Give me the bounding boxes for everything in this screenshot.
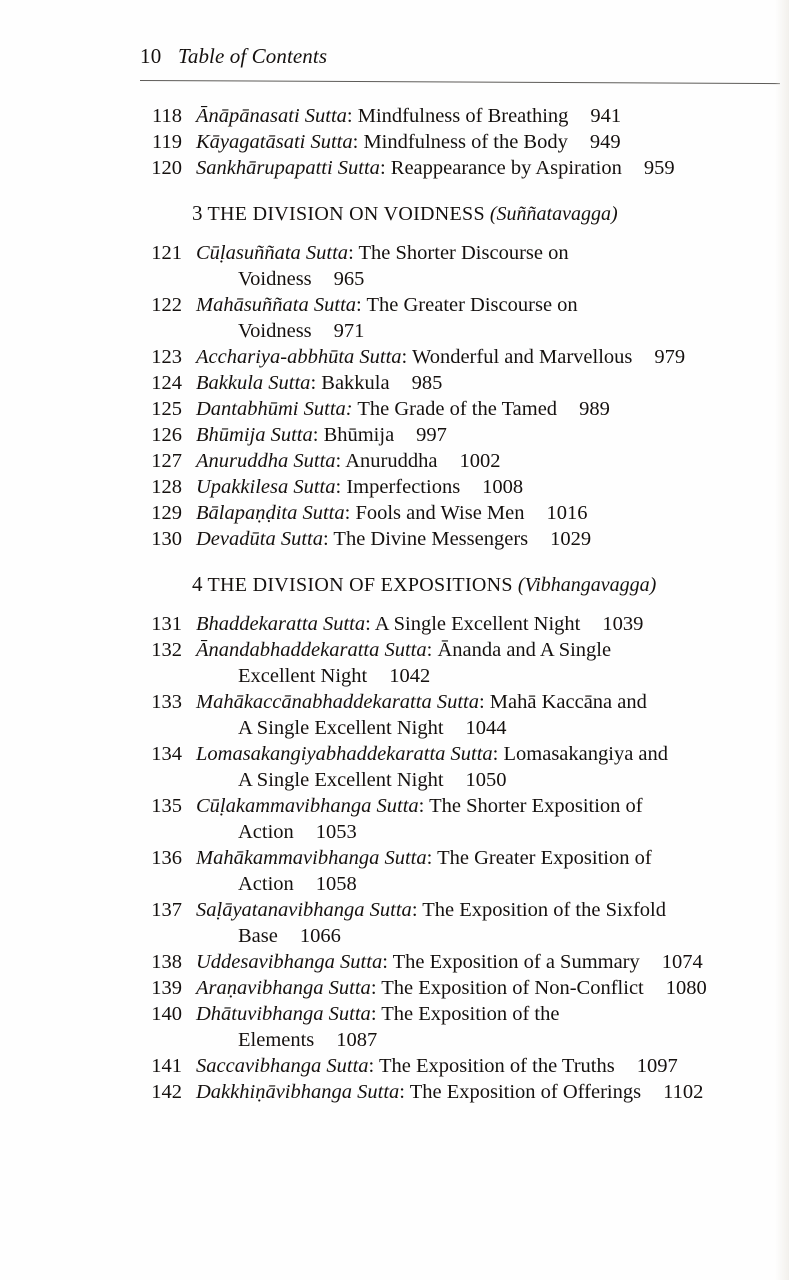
toc-entry[interactable] — [140, 949, 760, 975]
toc-entry-english-title: The Shorter Exposition of — [424, 795, 643, 817]
toc-entry-pali-title: Acchariya-abbhūta Sutta — [196, 346, 402, 368]
toc-entry-continuation-text: Action — [238, 821, 294, 843]
toc-entry-continuation — [196, 871, 760, 897]
toc-entry-pali-title: Lomasakangiyabhaddekaratta Sutta — [196, 743, 493, 765]
toc-entry-colon: : — [426, 847, 433, 869]
toc-entry-pali-title: Bālapaṇḍita Sutta — [196, 502, 345, 524]
toc-entry-pali-title: Bhaddekaratta Sutta — [196, 613, 366, 635]
toc-entry-colon: : — [401, 346, 408, 368]
toc-entry-pali-title: Mahākammavibhanga Sutta — [196, 847, 427, 869]
toc-entry-colon: : — [379, 157, 386, 179]
toc-entry-colon: : — [478, 691, 485, 713]
toc-entry-english-title: Mahā Kaccāna and — [484, 691, 647, 713]
toc-entry-number: 121 — [151, 242, 182, 264]
toc-entry-english-title: The Greater Exposition of — [432, 847, 652, 869]
toc-entry-pali-title: Kāyagatāsati Sutta — [196, 131, 353, 153]
division-heading-4 — [140, 572, 760, 597]
toc-entry-colon: : — [352, 131, 359, 153]
toc-entry[interactable] — [140, 975, 760, 1001]
toc-entry-continuation-text: Voidness — [238, 320, 312, 342]
toc-entry-body — [196, 155, 760, 181]
toc-entry-pali-title: Ānandabhaddekaratta Sutta — [196, 639, 427, 661]
toc-entry-body — [196, 129, 760, 155]
toc-entry-page-number: 965 — [333, 268, 365, 290]
toc-entry-page-number: 1053 — [315, 821, 357, 843]
toc-entry-english-title: The Shorter Discourse on — [353, 242, 569, 264]
division-pali-name: (Suññatavagga) — [489, 203, 618, 225]
toc-entry-colon: : — [382, 951, 388, 973]
toc-entry-page-number: 1066 — [299, 925, 341, 947]
toc-entry-colon: : — [368, 1055, 375, 1077]
toc-entry[interactable] — [140, 611, 760, 637]
toc-entry[interactable] — [140, 1001, 760, 1053]
toc-entry-colon: : — [345, 398, 353, 420]
toc-entry[interactable] — [140, 129, 760, 155]
toc-entry-colon: : — [312, 424, 319, 446]
toc-entry-english-title: The Grade of the Tamed — [352, 398, 558, 420]
toc-entry-pali-title: Saccavibhanga Sutta — [196, 1055, 369, 1077]
toc-entry-english-title: Ānanda and A Single — [432, 639, 612, 661]
toc-entry-english-title: Fools and Wise Men — [350, 502, 525, 524]
toc-entry-page-number: 941 — [590, 105, 622, 127]
toc-entry-colon: : — [348, 242, 354, 264]
toc-entry-body — [196, 526, 760, 552]
toc-entry-continuation — [196, 663, 760, 689]
running-head-title: Table of Contents — [178, 44, 328, 68]
toc-entry-page-number: 1102 — [663, 1081, 704, 1103]
toc-entry-continuation-text: A Single Excellent Night — [238, 717, 444, 739]
toc-entry-number: 131 — [151, 613, 182, 635]
toc-entry-number: 139 — [151, 977, 182, 999]
toc-entry-pali-title: Bhūmija Sutta — [196, 424, 313, 446]
toc-entry-english-title: The Exposition of the Truths — [374, 1055, 615, 1077]
toc-entry-page-number: 989 — [579, 398, 610, 420]
toc-entry-body — [196, 292, 760, 344]
toc-entry-colon: : — [418, 795, 425, 817]
toc-entry-pali-title: Sankhārupapatti Sutta — [196, 157, 380, 179]
toc-entry-colon: : — [492, 743, 499, 765]
toc-entry-number: 126 — [151, 424, 182, 446]
toc-entry-pali-title: Ānāpānasati Sutta — [196, 105, 347, 127]
toc-entry-page-number: 959 — [643, 157, 675, 179]
toc-entry-number: 120 — [151, 157, 182, 179]
toc-entry-pali-title: Devadūta Sutta — [196, 528, 323, 550]
toc-entry-number: 129 — [151, 502, 182, 524]
toc-entry-continuation-text: Excellent Night — [238, 665, 368, 687]
toc-entry[interactable] — [140, 793, 760, 845]
toc-entry-number: 118 — [152, 105, 182, 127]
toc-entry-body — [196, 448, 760, 474]
toc-entry-colon: : — [399, 1081, 405, 1103]
toc-entry-english-title: Mindfulness of Breathing — [352, 105, 569, 127]
toc-entry-pali-title: Bakkula Sutta — [196, 372, 311, 394]
toc-entry-number: 138 — [151, 951, 182, 973]
toc-entry-page-number: 1008 — [482, 476, 524, 498]
toc-list-top — [140, 103, 760, 181]
toc-entry-number: 135 — [151, 795, 182, 817]
toc-entry[interactable] — [140, 689, 760, 741]
toc-entry-body — [196, 103, 760, 129]
toc-entry-english-title: Wonderful and Marvellous — [407, 346, 633, 368]
toc-entry-english-title: Lomasakangiya and — [498, 743, 669, 765]
toc-entry-english-title: The Greater Discourse on — [361, 294, 578, 316]
toc-entry-page-number: 1039 — [602, 613, 644, 635]
division-number: 3 — [192, 201, 203, 225]
toc-entry-continuation — [196, 1027, 760, 1053]
toc-entry-page-number: 949 — [589, 131, 621, 153]
toc-entry-continuation — [196, 767, 760, 793]
toc-entry-number: 141 — [151, 1055, 182, 1077]
toc-entry-number: 130 — [151, 528, 182, 550]
toc-entry-pali-title: Dakkhiṇāvibhanga Sutta — [196, 1081, 400, 1103]
toc-entry[interactable] — [140, 1053, 760, 1079]
toc-entry[interactable] — [140, 240, 760, 292]
toc-entry-body — [196, 637, 760, 689]
toc-entry-page-number: 1074 — [661, 951, 703, 973]
toc-entry[interactable] — [140, 344, 760, 370]
toc-entry-number: 142 — [151, 1081, 182, 1103]
toc-entry-pali-title: Dhātuvibhanga Sutta — [196, 1003, 371, 1025]
toc-entry-english-title: Mindfulness of the Body — [358, 131, 568, 153]
toc-entry-body — [196, 689, 760, 741]
toc-entry-continuation — [196, 819, 760, 845]
toc-entry-pali-title: Saḷāyatanavibhanga Sutta — [196, 899, 412, 921]
toc-entry-continuation — [196, 318, 760, 344]
toc-entry-body — [196, 422, 760, 448]
toc-entry-colon: : — [322, 528, 329, 550]
toc-entry-number: 119 — [152, 131, 182, 153]
toc-entry-body — [196, 500, 760, 526]
toc-entry-page-number: 1029 — [550, 528, 592, 550]
toc-entry-english-title: Anuruddha — [341, 450, 438, 472]
toc-entry-body — [196, 793, 760, 845]
toc-entry-pali-title: Dantabhūmi Sutta — [196, 398, 346, 420]
toc-entry-page-number: 1087 — [336, 1029, 378, 1051]
toc-entry-continuation-text: Action — [238, 873, 294, 895]
toc-entry-colon: : — [335, 476, 342, 498]
toc-entry-colon: : — [426, 639, 433, 661]
page-content — [140, 44, 760, 1105]
toc-entry-body — [196, 975, 760, 1001]
toc-entry[interactable] — [140, 155, 760, 181]
toc-entry-page-number: 1002 — [459, 450, 501, 472]
toc-entry-page-number: 1097 — [636, 1055, 678, 1077]
toc-entry[interactable] — [140, 1079, 760, 1105]
toc-entry-number: 133 — [151, 691, 182, 713]
toc-entry[interactable] — [140, 396, 760, 422]
toc-entry-english-title: Reappearance by Aspiration — [385, 157, 622, 179]
division-number: 4 — [192, 572, 203, 596]
toc-entry-body — [196, 240, 760, 292]
toc-entry-pali-title: Uddesavibhanga Sutta — [196, 951, 383, 973]
toc-entry-number: 132 — [151, 639, 182, 661]
toc-entry-pali-title: Mahākaccānabhaddekaratta Sutta — [196, 691, 479, 713]
toc-entry-body — [196, 396, 760, 422]
toc-entry-english-title: The Exposition of the Sixfold — [417, 899, 666, 921]
toc-entry-continuation — [196, 923, 760, 949]
toc-entry-body — [196, 845, 760, 897]
toc-entry-body — [196, 949, 760, 975]
toc-entry-continuation-text: A Single Excellent Night — [238, 769, 444, 791]
toc-entry-page-number: 1058 — [315, 873, 357, 895]
toc-entry-english-title: The Exposition of the — [376, 1003, 560, 1025]
toc-entry[interactable] — [140, 897, 760, 949]
division-heading-3 — [140, 201, 760, 226]
division-title: THE DIVISION ON VOIDNESS — [207, 203, 485, 225]
toc-entry[interactable] — [140, 103, 760, 129]
division-title: THE DIVISION OF EXPOSITIONS — [207, 574, 513, 596]
toc-entry-page-number: 1050 — [465, 769, 507, 791]
toc-entry-english-title: Bakkula — [316, 372, 390, 394]
toc-entry-number: 134 — [151, 743, 182, 765]
toc-entry-page-number: 1044 — [465, 717, 507, 739]
toc-entry-page-number: 985 — [411, 372, 443, 394]
toc-list-division-4 — [140, 611, 760, 1105]
toc-entry-pali-title: Araṇavibhanga Sutta — [196, 977, 371, 999]
toc-entry-page-number: 979 — [654, 346, 686, 368]
toc-entry-body — [196, 474, 760, 500]
toc-entry-body — [196, 370, 760, 396]
toc-entry-number: 137 — [151, 899, 182, 921]
toc-entry[interactable] — [140, 422, 760, 448]
toc-entry[interactable] — [140, 474, 760, 500]
toc-entry-body — [196, 1001, 760, 1053]
toc-entry-number: 128 — [151, 476, 182, 498]
toc-entry-pali-title: Upakkilesa Sutta — [196, 476, 336, 498]
toc-entry[interactable] — [140, 637, 760, 689]
toc-entry-body — [196, 741, 760, 793]
toc-entry-english-title: The Exposition of a Summary — [387, 951, 640, 973]
toc-entry-page-number: 1042 — [389, 665, 431, 687]
folio-number: 10 — [140, 44, 162, 68]
toc-entry[interactable] — [140, 500, 760, 526]
toc-entry-body — [196, 1053, 760, 1079]
toc-entry[interactable] — [140, 526, 760, 552]
toc-entry[interactable] — [140, 448, 760, 474]
toc-entry-number: 122 — [151, 294, 182, 316]
toc-entry-number: 140 — [151, 1003, 182, 1025]
toc-entry-continuation-text: Base — [238, 925, 278, 947]
toc-entry-english-title: A Single Excellent Night — [370, 613, 581, 635]
toc-entry-english-title: The Divine Messengers — [328, 528, 529, 550]
running-head — [140, 44, 760, 74]
toc-entry-colon: : — [344, 502, 351, 524]
toc-entry[interactable] — [140, 370, 760, 396]
toc-entry-page-number: 997 — [416, 424, 447, 446]
toc-entry-continuation-text: Voidness — [238, 268, 312, 290]
toc-entry[interactable] — [140, 292, 760, 344]
toc-entry-page-number: 1016 — [546, 502, 588, 524]
toc-entry-body — [196, 344, 760, 370]
toc-entry-english-title: The Exposition of Non-Conflict — [376, 977, 644, 999]
toc-entry-continuation — [196, 266, 760, 292]
toc-entry-continuation-text: Elements — [238, 1029, 315, 1051]
toc-entry-pali-title: Cūḷakammavibhanga Sutta — [196, 795, 419, 817]
toc-entry[interactable] — [140, 845, 760, 897]
toc-entry-number: 125 — [151, 398, 182, 420]
toc-entry-colon: : — [370, 977, 377, 999]
toc-entry-number: 124 — [151, 372, 182, 394]
toc-entry-number: 136 — [151, 847, 182, 869]
toc-entry-page-number: 1080 — [665, 977, 707, 999]
toc-entry-pali-title: Anuruddha Sutta — [196, 450, 336, 472]
toc-entry-pali-title: Cūḷasuññata Sutta — [196, 242, 349, 264]
toc-entry-colon: : — [411, 899, 418, 921]
toc-entry-page-number: 971 — [333, 320, 365, 342]
toc-entry-english-title: Bhūmija — [318, 424, 395, 446]
toc-entry-pali-title: Mahāsuññata Sutta — [196, 294, 357, 316]
toc-entry-colon: : — [335, 450, 342, 472]
toc-list-division-3 — [140, 240, 760, 552]
toc-entry-english-title: Imperfections — [341, 476, 461, 498]
toc-entry-colon: : — [356, 294, 362, 316]
toc-entry-colon: : — [370, 1003, 377, 1025]
header-rule — [140, 80, 780, 84]
toc-entry-continuation — [196, 715, 760, 741]
toc-entry-body — [196, 1079, 760, 1105]
toc-entry-number: 123 — [151, 346, 182, 368]
toc-entry-body — [196, 897, 760, 949]
toc-entry-colon: : — [346, 105, 353, 127]
toc-entry[interactable] — [140, 741, 760, 793]
division-pali-name: (Vibhangavagga) — [517, 574, 657, 596]
toc-entry-colon: : — [310, 372, 317, 394]
toc-entry-colon: : — [365, 613, 371, 635]
toc-entry-english-title: The Exposition of Offerings — [404, 1081, 642, 1103]
toc-entry-number: 127 — [151, 450, 182, 472]
toc-entry-body — [196, 611, 760, 637]
